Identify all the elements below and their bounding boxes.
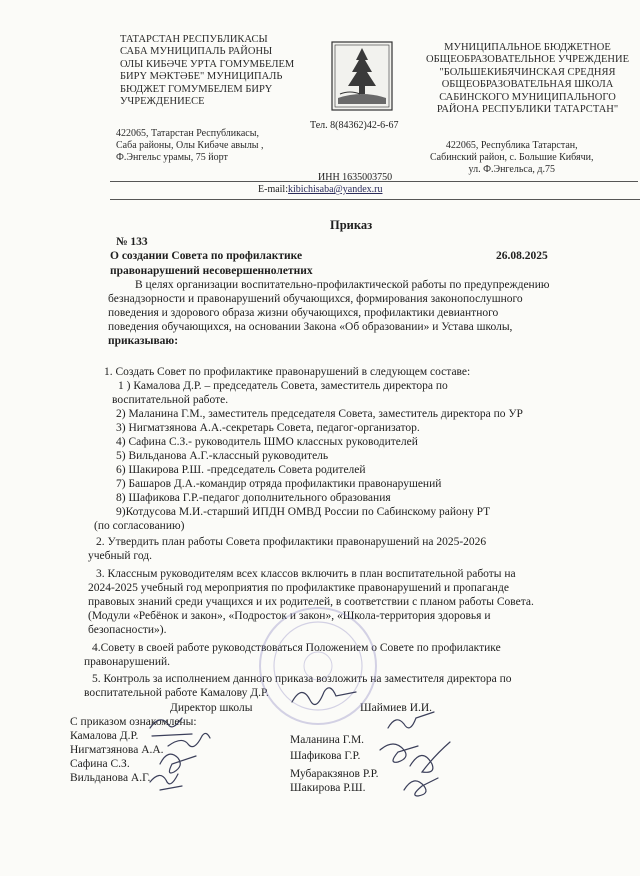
intro-line: поведения и здорового образа жизни обучающихся, профилактики девиантного <box>108 307 499 319</box>
signatory-left: Сафина С.З. <box>70 758 130 770</box>
order-subject-line: О создании Совета по профилактике <box>110 250 303 262</box>
official-stamp <box>260 608 376 724</box>
command-word: приказываю: <box>108 335 179 347</box>
address-right-line: ул. Ф.Энгельса, д.75 <box>468 164 555 175</box>
inn-number: ИНН 1635003750 <box>318 172 393 183</box>
member-line: 8) Шафикова Г.Р.-педагог дополнительного образования <box>116 492 391 504</box>
member-line: 6) Шакирова Р.Ш. -председатель Совета родителей <box>116 464 366 476</box>
header-left-line: БЮДЖЕТ ГОМУМБЕЛЕМ БИРҮ <box>120 83 273 95</box>
header-left-line: УЧРЕЖДЕНИЕСЕ <box>120 96 205 108</box>
item-2-line: учебный год. <box>88 550 152 562</box>
item-3-line: 3. Классным руководителям всех классов включить в план воспитательной работы на <box>96 568 516 580</box>
signatory-right: Шафикова Г.Р. <box>290 750 361 762</box>
signature-shakirova <box>404 778 438 796</box>
item-5-line: воспитательной работе Камалову Д.Р. <box>84 687 269 699</box>
intro-line: В целях организации воспитательно-профилактической работы по предупреждению <box>135 279 550 291</box>
header-left-line: БИРҮ МӘКТӘБЕ" МУНИЦИПАЛЬ <box>120 71 283 83</box>
header-right-line: МУНИЦИПАЛЬНОЕ БЮДЖЕТНОЕ <box>444 42 611 53</box>
signatory-left: Нигматзянова А.А. <box>70 744 164 756</box>
item-4-line: 4.Совету в своей работе руководствоваться Положением о Совете по профилактике <box>92 642 501 654</box>
member-line: 4) Сафина С.З.- руководитель ШМО классных руководителей <box>116 436 418 448</box>
header-right-line: ОБЩЕОБРАЗОВАТЕЛЬНАЯ ШКОЛА <box>441 79 614 91</box>
address-left-line: 422065, Татарстан Республикасы, <box>116 128 259 139</box>
signatory-left: Вильданова А.Г. <box>70 772 151 784</box>
acquainted-label: С приказом ознакомлены: <box>70 716 197 728</box>
item-5-line: 5. Контроль за исполнением данного приказа возложить на заместителя директора по <box>92 673 512 685</box>
intro-line: безнадзорности и правонарушений обучающихся, формирования законопослушного <box>108 293 523 305</box>
member-line: 7) Башаров Д.А.-командир отряда профилактики правонарушений <box>116 478 442 490</box>
signature-malanina <box>388 712 434 728</box>
order-subject-line: правонарушений несовершеннолетних <box>110 265 313 277</box>
signatory-right: Шакирова Р.Ш. <box>290 782 366 794</box>
member-line: 9)Котдусова М.И.-старший ИПДН ОМВД России по Сабинскому району РТ <box>116 506 491 518</box>
item-3-line: безопасности»). <box>88 624 167 636</box>
signatory-left: Камалова Д.Р. <box>70 730 139 742</box>
address-right-line: Сабинский район, с. Большие Кибячи, <box>430 152 594 163</box>
header-left-line: ТАТАРСТАН РЕСПУБЛИКАСЫ <box>120 34 268 45</box>
item-3-line: правовых знаний среди учащихся и их родителей, в соответствии с планом работы Совета. <box>88 596 534 608</box>
director-signature <box>292 688 356 705</box>
item-3-line: (Модули «Ребёнок и закон», «Подросток и закон», «Школа-территория здоровья и <box>88 610 491 622</box>
phone-number: Тел. 8(84362)42-6-67 <box>310 120 399 131</box>
header-left-line: ОЛЫ КИБӘЧЕ УРТА ГОМУМБЕЛЕМ <box>120 58 295 70</box>
header-right-line: РАЙОНА РЕСПУБЛИКИ ТАТАРСТАН" <box>436 104 619 116</box>
signature-kamalova <box>150 718 192 736</box>
director-label: Директор школы <box>170 702 253 714</box>
signatory-right: Мубаракзянов Р.Р. <box>290 768 379 780</box>
address-right-line: 422065, Республика Татарстан, <box>445 140 578 151</box>
email-label: E-mail: <box>258 184 288 195</box>
director-name: Шаймиев И.И. <box>360 702 433 714</box>
member-line: 1 ) Камалова Д.Р. – председатель Совета, заместитель директора по <box>118 380 448 392</box>
email-link[interactable]: kibichisaba@yandex.ru <box>288 184 383 195</box>
signature-safina <box>160 754 196 773</box>
header-left-line: САБА МУНИЦИПАЛЬ РАЙОНЫ <box>120 46 273 58</box>
signature-shafikova <box>380 744 418 762</box>
member-line: 2) Маланина Г.М., заместитель председателя Совета, заместитель директора по УР <box>116 408 523 420</box>
header-right-line: САБИНСКОГО МУНИЦИПАЛЬНОГО <box>439 91 616 103</box>
member-line: 3) Нигматзянова А.А.-секретарь Совета, педагог-организатор. <box>116 422 420 434</box>
intro-line: поведения обучающихся, на основании Закона «Об образовании» и Устава школы, <box>108 321 513 333</box>
signatory-right: Маланина Г.М. <box>290 734 365 746</box>
item-4-line: правонарушений. <box>84 656 171 668</box>
member-line: 5) Вильданова А.Г.-классный руководитель <box>116 450 329 462</box>
address-left-line: Саба районы, Олы Кибәче авылы , <box>116 140 264 151</box>
item-3-line: 2024-2025 учебный год мероприятия по профилактике правонарушений и пропаганде <box>88 582 509 594</box>
order-date: 26.08.2025 <box>496 250 548 262</box>
order-number: № 133 <box>116 236 148 248</box>
header-right-line: "БОЛЬШЕКИБЯЧИНСКАЯ СРЕДНЯЯ <box>439 66 616 78</box>
item-2-line: 2. Утвердить план работы Совета профилактики правонарушений на 2025-2026 <box>96 536 487 548</box>
member-line: (по согласованию) <box>94 520 185 532</box>
order-title: Приказ <box>330 218 373 232</box>
item-1-heading: 1. Создать Совет по профилактике правонарушений в следующем составе: <box>104 366 471 378</box>
address-left-line: Ф.Энгельс урамы, 75 йорт <box>116 152 228 163</box>
member-line: воспитательной работе. <box>112 394 229 406</box>
header-right-line: ОБЩЕОБРАЗОВАТЕЛЬНОЕ УЧРЕЖДЕНИЕ <box>425 54 629 66</box>
signature-vildanova <box>150 774 182 790</box>
